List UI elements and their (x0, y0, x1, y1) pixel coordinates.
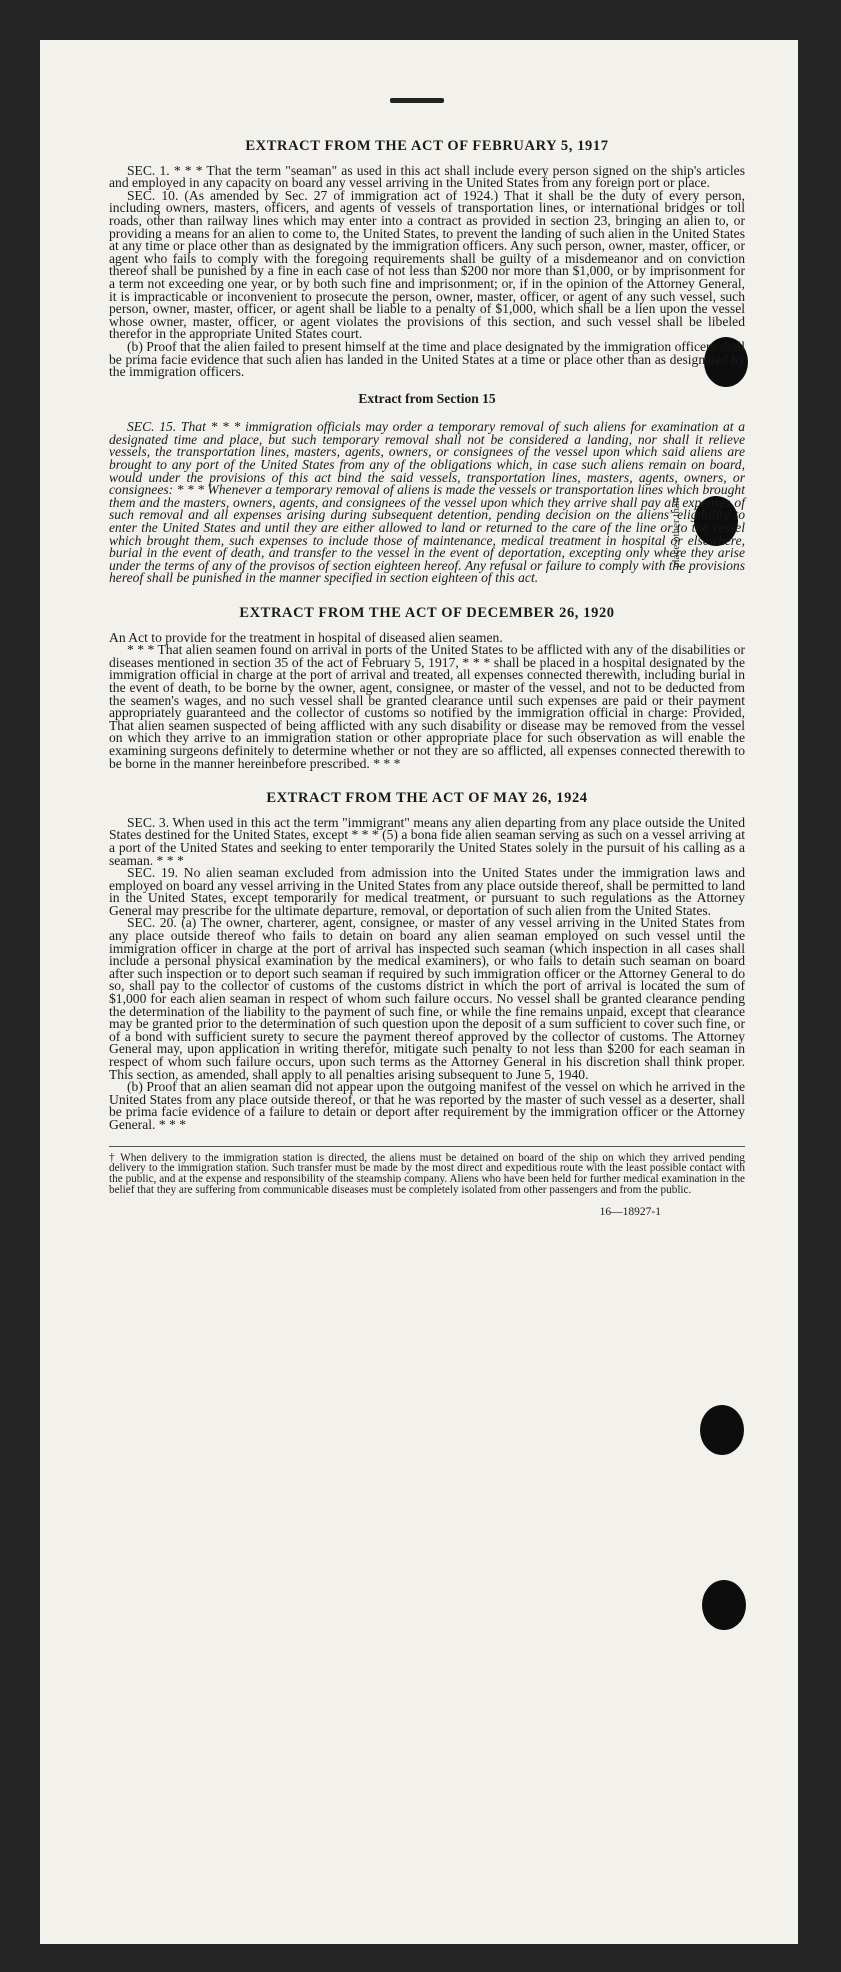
section-20b: (b) Proof that an alien seaman did not appear upon the outgoing manifest of the vessel on which he arrived in the United States from any place outside thereof, or that he was reported by the master of such vessel as a deserter, shall be prima facie evidence of a failure to detain or deport after requirement by the immigration officer or the Attorney General. * * * (109, 1079, 745, 1132)
margin-note: place other than (670, 497, 682, 568)
form-number: 16—18927-1 (599, 1206, 661, 1219)
document-body (109, 140, 745, 1219)
punch-hole (702, 1580, 746, 1630)
heading-act-1920: EXTRACT FROM THE ACT OF DECEMBER 26, 1920 (239, 605, 615, 621)
subheading-section-15: Extract from Section 15 (358, 390, 496, 406)
heading-act-1924: EXTRACT FROM THE ACT OF MAY 26, 1924 (266, 790, 588, 807)
footnote: † When delivery to the immigration station is directed, the aliens must be detained on board of the ship on which they arrived pending delivery to the immigration station. Such transfer must be made by the most direct and expeditious route with the least possible contact with the public, and at the expense and responsibility of the steamship company. Aliens who have been held for further medical examination in the belief that they are suffering from communicable diseases must be completely isolated from other passengers and from the public. (109, 1146, 745, 1197)
section-10b: (b) Proof that the alien failed to present himself at the time and place designated by the immigration officers shall be prima facie evidence that such alien has landed in the United States at a time or place other than as designated by the immigration officers. (109, 338, 745, 380)
section-1: SEC. 1. * * * That the term "seaman" as used in this act shall include every person signed on the ship's articles and employed in any capacity on board any vessel arriving in the United States from any foreign port or place. (109, 162, 745, 191)
section-10: SEC. 10. (As amended by Sec. 27 of immigration act of 1924.) That it shall be the duty of every person, including owners, masters, officers, and agents of vessels of transportation lines, or international bridges or toll roads, other than railway lines which may enter into a contract as provided in section 23, bringing an alien to, or providing a means for an alien to come to, the United States, to prevent the landing of such alien in the United States at any time or place other than as designated by the immigration officers. Any such person, owner, master, officer, or agent who fails to comply with the foregoing requirements shall be guilty of a misdemeanor and on conviction thereof shall be punished by a fine in each case of not less than $200 nor more than $1,000, or by imprisonment for a term not exceeding one year, or by both such fine and imprisonment; or, if in the opinion of the Attorney General, it is impracticable or inconvenient to prosecute the person, owner, master, officer, or agent of any such vessel, such person, owner, master, officer, or agent shall be liable to a penalty of $1,000, which shall be a lien upon the vessel whose owner, master, officer, or agent violates the provisions of this section, and such vessel shall be libeled therefor in the appropriate United States court. (109, 187, 745, 342)
act-1920-intro: An Act to provide for the treatment in hospital of diseased alien seamen. (109, 629, 503, 645)
act-1920-body: * * * That alien seamen found on arrival in ports of the United States to be afflicted with any of the disabilities or diseases mentioned in section 35 of the act of February 5, 1917, * * * shall be placed in a hospital designated by the immigration official in charge at the port of arrival and treated, all expenses connected therewith, including burial in the event of death, to be borne by the owner, agent, consignee, or master of the vessel, and not to be deducted from the seamen's wages, and no such vessel shall be granted clearance until such expenses are paid or their payment appropriately guaranteed and the collector of customs so notified by the immigration official in charge: Provided, That alien seamen suspected of being afflicted with any such disability or disease may be removed from the vessel on which they arrive to an immigration station or other appropriate place for such observation as will enable the examining surgeons definitely to determine whether or not they are so afflicted, all expenses connected therewith to be borne in the manner hereinbefore prescribed. * * * (109, 642, 745, 771)
section-15: SEC. 15. That * * * immigration officials may order a temporary removal of such aliens for examination at a designated time and place, but such temporary removal shall not be considered a landing, nor shall it relieve vessels, the transportation lines, masters, agents, owners, or consignees of the vessel upon which said aliens are brought to any port of the United States from any of the obligations which, in case such aliens remain on board, would under the provisions of this act bind the said vessels, transportation lines, masters, agents, owners, or consignees: * * * Whenever a temporary removal of aliens is made the vessels or transportation lines which brought them and the masters, owners, agents, and consignees of the vessel upon which they arrive shall pay all expenses of such removal and all expenses arising during subsequent detention, pending decision on the aliens' eligibility to enter the United States and until they are either allowed to land or returned to the care of the line or to the vessel which brought them, such expenses to include those of maintenance, medical treatment in hospital or elsewhere, burial in the event of death, and transfer to the vessel in the event of deportation, excepting only where they arise under the terms of any of the provisos of section eighteen hereof. Any refusal or failure to comply with the provisions hereof shall be punished in the manner specified in section eighteen of this act. (109, 419, 745, 586)
punch-hole (700, 1405, 744, 1455)
section-19: SEC. 19. No alien seaman excluded from admission into the United States under the immigration laws and employed on board any vessel arriving in the United States from any place outside thereof, shall be permitted to land in the United States, except temporarily for medical treatment, or pursuant to such regulations as the Attorney General may prescribe for the ultimate departure, removal, or deportation of such alien from the United States. (109, 865, 745, 918)
section-3: SEC. 3. When used in this act the term "immigrant" means any alien departing from any place outside the United States destined for the United States, except * * * (5) a bona fide alien seaman serving as such on a vessel arriving at a port of the United States and seeking to enter temporarily the United States solely in the pursuit of his calling as a seaman. * * * (109, 814, 745, 868)
heading-act-1917: EXTRACT FROM THE ACT OF FEBRUARY 5, 1917 (245, 138, 609, 154)
document-page (40, 40, 798, 1944)
section-20a: SEC. 20. (a) The owner, charterer, agent, consignee, or master of any vessel arriving in the United States from any place outside thereof who fails to detain on board any alien seaman employed on such vessel until the immigration officer in charge at the port of arrival has inspected such seaman (which inspection in all cases shall include a personal physical examination by the medical examiners), or who fails to detain such seaman on board after such inspection or to deport such seaman if required by such immigration officer or the Attorney General to do so, shall pay to the collector of customs of the customs district in which the port of arrival is located the sum of $1,000 for each alien seaman in respect of whom such failure occurs. No vessel shall be granted clearance pending the determination of the liability to the payment of such fine, or while the fine remains unpaid, except that clearance may be granted prior to the determination of such question upon the deposit of a sum sufficient to cover such fine, or of a bond with sufficient surety to secure the payment thereof approved by the collector of customs. The Attorney General may, upon application in writing therefor, mitigate such penalty to not less than $200 for each seaman in respect of whom such failure occurs, upon such terms as the Attorney General in his discretion shall think proper. This section, as amended, shall apply to all penalties arising subsequent to June 5, 1940. (109, 915, 745, 1082)
header-dash-mark (390, 98, 444, 103)
